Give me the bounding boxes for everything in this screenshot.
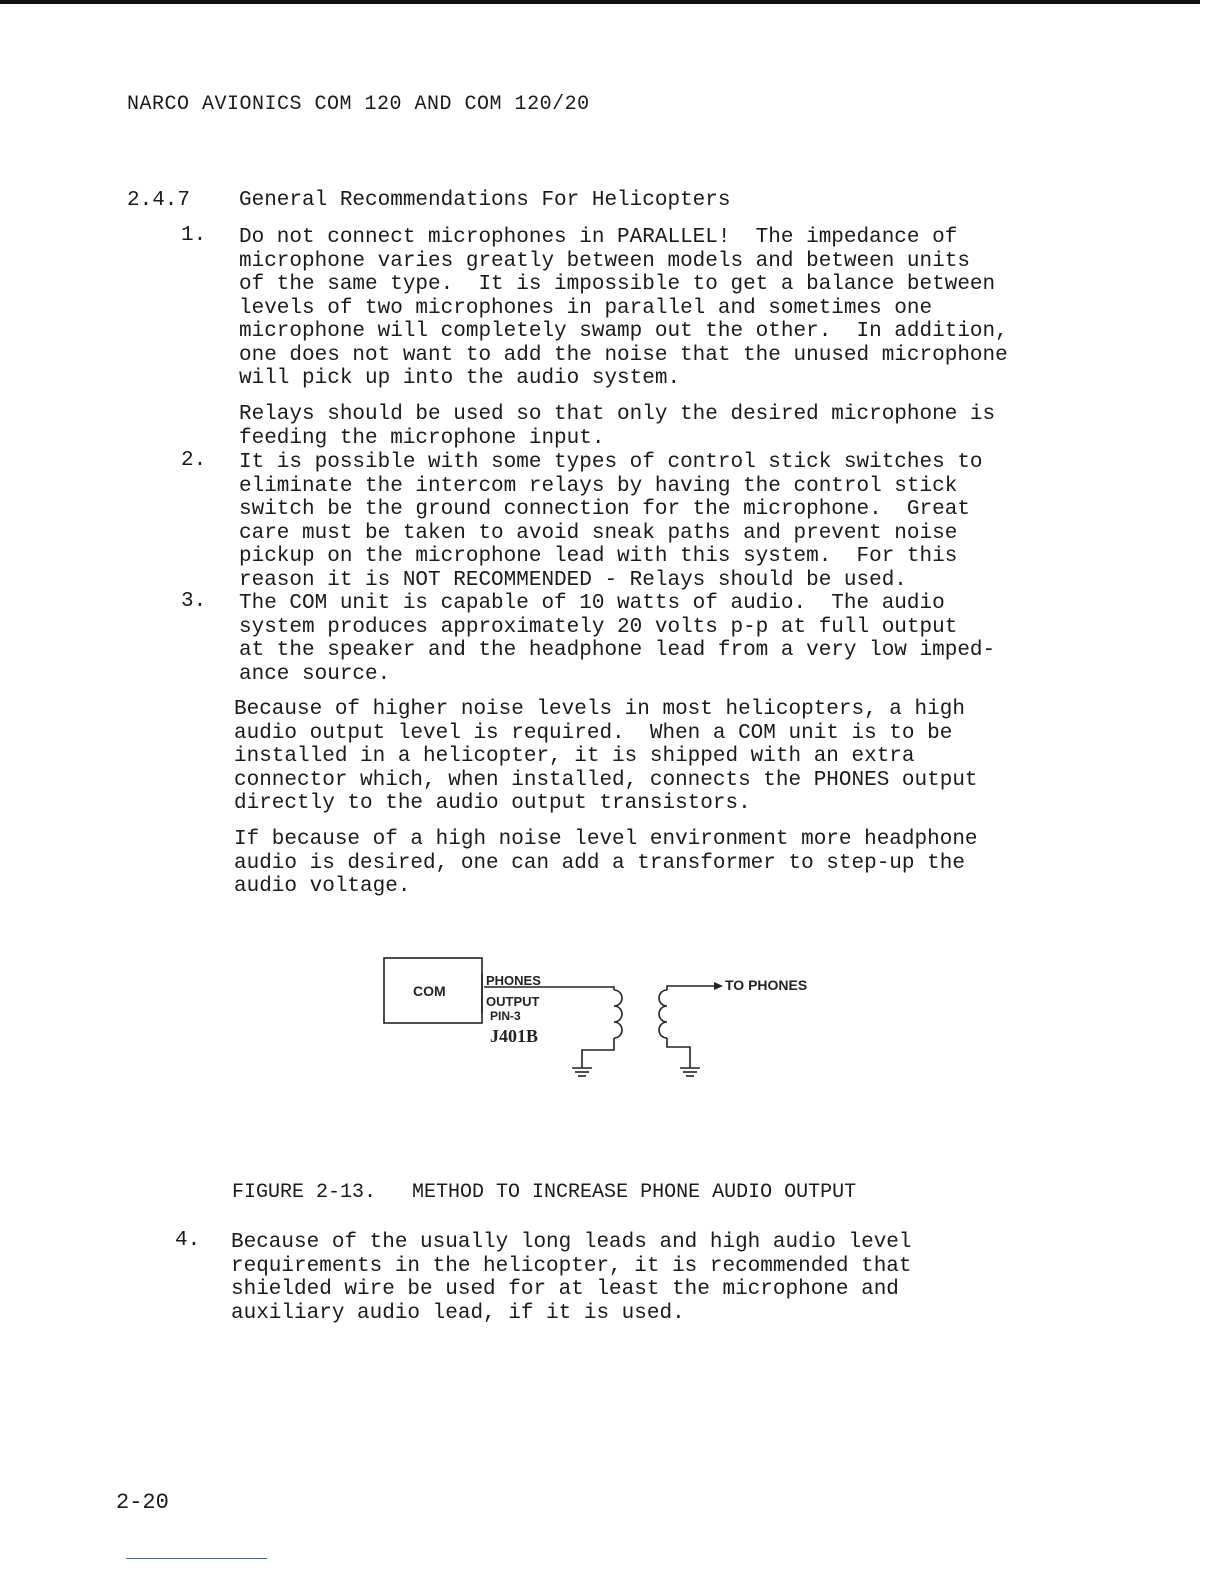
item-1-paragraph-1: Do not connect microphones in PARALLEL! The impedance of microphone varies greatly between models and between units of the same type. It is impossible to get a balance between levels of two microphones in parallel and sometimes one microphone will completely swamp out the other. In addition, one does not want to add the noise that the unused microphone will pick up into the audio system.: [239, 226, 1008, 390]
item-number-2: 2.: [181, 449, 207, 472]
item-3-paragraph-2: Because of higher noise levels in most helicopters, a high audio output level is required. When a COM unit is to be installed in a helicopter, it is shipped with an extra connector which, when installed, connects the PHONES output directly to the audio output transistors.: [234, 698, 978, 815]
primary-coil: [614, 990, 622, 1038]
document-header: NARCO AVIONICS COM 120 AND COM 120/20: [127, 93, 590, 116]
section-number: 2.4.7: [127, 189, 191, 212]
phones-label: PHONES: [486, 973, 541, 988]
to-phones-label: TO PHONES: [725, 977, 808, 993]
arrow-icon: [714, 982, 723, 990]
com-label: COM: [413, 983, 446, 999]
section-title: General Recommendations For Helicopters: [239, 189, 731, 212]
secondary-coil: [659, 990, 667, 1038]
figure-caption: FIGURE 2-13. METHOD TO INCREASE PHONE AUDIO OUTPUT: [232, 1181, 857, 1204]
item-3-paragraph-1: The COM unit is capable of 10 watts of audio. The audio system produces approximately 20 volts p-p at full output at the speaker and the headphone lead from a very low imped- ance source.: [239, 592, 996, 686]
item-number-3: 3.: [181, 590, 207, 613]
item-number-4: 4.: [175, 1229, 201, 1252]
top-rule: [0, 0, 1200, 4]
bottom-rule: [126, 1558, 267, 1559]
connector-label: J401B: [490, 1026, 539, 1046]
item-number-1: 1.: [181, 224, 207, 247]
phone-audio-diagram: [378, 950, 828, 1100]
item-3-paragraph-3: If because of a high noise level environment more headphone audio is desired, one can add a transformer to step-up the audio voltage.: [234, 828, 978, 898]
item-1-paragraph-2: Relays should be used so that only the desired microphone is feeding the microphone input.: [239, 403, 996, 450]
item-4-paragraph-1: Because of the usually long leads and high audio level requirements in the helicopter, it is recommended that shielded wire be used for at least the microphone and auxiliary audio lead, if it is used.: [231, 1231, 912, 1325]
output-label: OUTPUT: [486, 994, 540, 1009]
item-2-paragraph-1: It is possible with some types of control stick switches to eliminate the intercom relays by having the control stick switch be the ground connection for the microphone. Great care must be taken to avoid sneak paths and prevent noise pickup on the microphone lead with this system. For this reason it is NOT RECOMMENDED - Relays should be used.: [239, 451, 983, 592]
page-number: 2-20: [116, 1490, 169, 1515]
pin-label: PIN-3: [490, 1009, 521, 1023]
